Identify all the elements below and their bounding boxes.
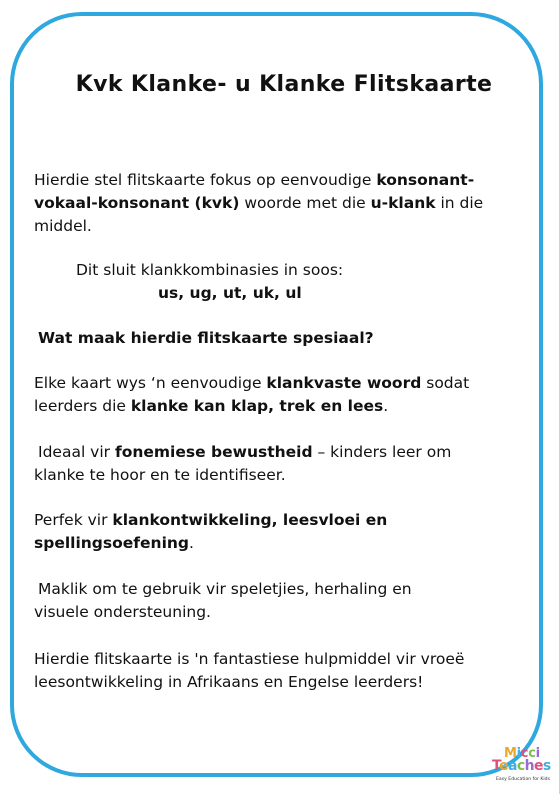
card-text-4: . bbox=[383, 397, 389, 415]
intro-text-1: Hierdie stel flitskaarte fokus op eenvoudige bbox=[34, 171, 377, 189]
perfect-bold-2: spellingsoefening bbox=[34, 534, 190, 552]
logo-micci-word: Micci bbox=[504, 746, 540, 761]
easy-line-1: Maklik om te gebruik vir speletjies, herhaling en bbox=[38, 580, 412, 598]
intro-bold-3: u-klank bbox=[370, 194, 436, 212]
card-text-3: leerders die bbox=[34, 397, 131, 415]
intro-bold-2: vokaal-konsonant (kvk) bbox=[34, 194, 240, 212]
closing-line-1: Hierdie flitskaarte is 'n fantastiese hulpmiddel vir vroeë bbox=[34, 650, 465, 668]
logo-tagline: Easy Education for Kids bbox=[496, 777, 550, 782]
phonemic-text-3: klanke te hoor en te identifiseer. bbox=[34, 466, 286, 484]
intro-paragraph bbox=[34, 169, 534, 238]
intro-bold-1: konsonant- bbox=[376, 171, 475, 189]
closing-line-2: leesontwikkeling in Afrikaans en Engelse leerders! bbox=[34, 673, 424, 691]
phonemic-paragraph bbox=[34, 441, 538, 487]
card-paragraph bbox=[34, 372, 534, 418]
phonemic-bold-1: fonemiese bewustheid bbox=[114, 443, 313, 461]
easy-paragraph bbox=[34, 578, 538, 624]
perfect-paragraph bbox=[34, 509, 534, 555]
intro-text-4: middel. bbox=[34, 217, 92, 235]
perfect-text-2: . bbox=[189, 534, 194, 552]
phonemic-text-2: – kinders leer om bbox=[312, 443, 452, 461]
easy-line-2: visuele ondersteuning. bbox=[34, 603, 211, 621]
special-heading: Wat maak hierdie flitskaarte spesiaal? bbox=[38, 329, 374, 347]
sound-combinations: us, ug, ut, uk, ul bbox=[158, 284, 302, 302]
phonemic-text-1: Ideaal vir bbox=[38, 443, 115, 461]
intro-text-3: in die bbox=[435, 194, 484, 212]
card-text-2: sodat bbox=[421, 374, 470, 392]
closing-paragraph bbox=[34, 648, 534, 694]
intro-text-2: woorde met die bbox=[239, 194, 371, 212]
card-text-1: Elke kaart wys ‘n eenvoudige bbox=[34, 374, 267, 392]
perfect-text-1: Perfek vir bbox=[34, 511, 113, 529]
logo-teaches-word: Teaches bbox=[492, 758, 551, 774]
card-bold-2: klanke kan klap, trek en lees bbox=[130, 397, 384, 415]
micci-teaches-logo bbox=[490, 746, 560, 788]
combos-intro: Dit sluit klankkombinasies in soos: bbox=[76, 261, 344, 279]
page-title: Kvk Klanke- u Klanke Flitskaarte bbox=[75, 72, 493, 97]
card-bold-1: klankvaste woord bbox=[266, 374, 422, 392]
perfect-bold-1: klankontwikkeling, leesvloei en bbox=[112, 511, 388, 529]
